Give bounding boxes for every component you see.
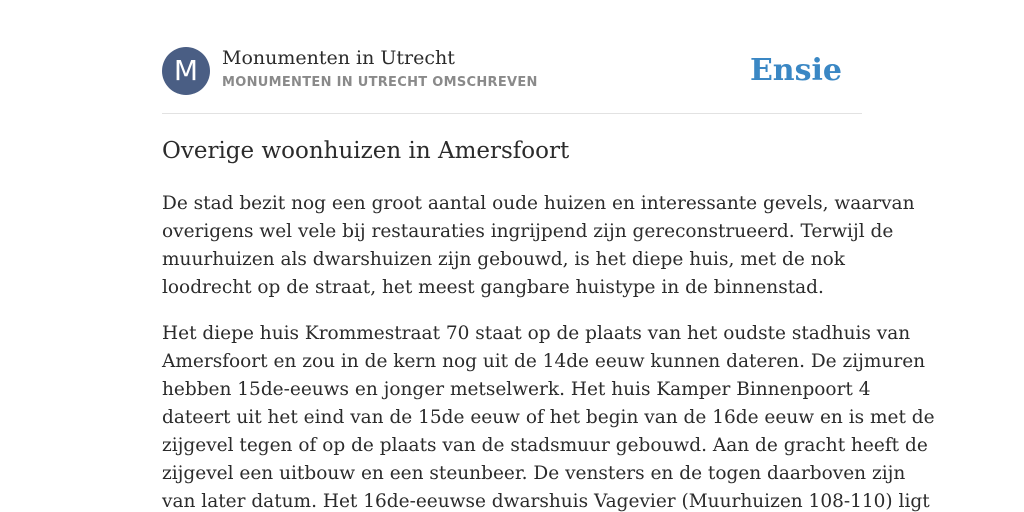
paragraph-line: zijgevel een uitbouw en een steunbeer. De vensters en de togen daarboven zijn — [162, 463, 906, 484]
paragraph-line: De stad bezit nog een groot aantal oude huizen en interessante gevels, waarvan — [162, 193, 915, 214]
article-title: Overige woonhuizen in Amersfoort — [162, 138, 570, 164]
article-body — [162, 190, 935, 512]
paragraph-line: Het diepe huis Krommestraat 70 staat op de plaats van het oudste stadhuis van — [162, 323, 911, 344]
source-header — [162, 47, 862, 95]
paragraph-line: dateert uit het eind van de 15de eeuw of het begin van de 16de eeuw en is met de — [162, 407, 935, 428]
paragraph-line: loodrecht op de straat, het meest gangbare huistype in de binnenstad. — [162, 277, 824, 298]
source-subtitle: MONUMENTEN IN UTRECHT OMSCHREVEN — [222, 75, 538, 90]
article-paragraph — [162, 320, 935, 512]
paragraph-line: muurhuizen als dwarshuizen zijn gebouwd, is het diepe huis, met de nok — [162, 249, 845, 270]
article-paragraph — [162, 190, 915, 302]
header-divider — [162, 113, 862, 114]
paragraph-line: van later datum. Het 16de-eeuwse dwarshuis Vagevier (Muurhuizen 108-110) ligt — [162, 491, 930, 512]
paragraph-line: zijgevel tegen of op de plaats van de stadsmuur gebouwd. Aan de gracht heeft de — [162, 435, 928, 456]
source-title-link[interactable]: Monumenten in Utrecht — [222, 47, 455, 69]
paragraph-line: Amersfoort en zou in de kern nog uit de 14de eeuw kunnen dateren. De zijmuren — [162, 351, 926, 372]
ensie-logo[interactable]: Ensie — [749, 53, 842, 88]
source-avatar[interactable]: M — [162, 47, 210, 95]
paragraph-line: hebben 15de-eeuws en jonger metselwerk. Het huis Kamper Binnenpoort 4 — [162, 379, 871, 400]
paragraph-line: overigens wel vele bij restauraties ingrijpend zijn gereconstrueerd. Terwijl de — [162, 221, 894, 242]
